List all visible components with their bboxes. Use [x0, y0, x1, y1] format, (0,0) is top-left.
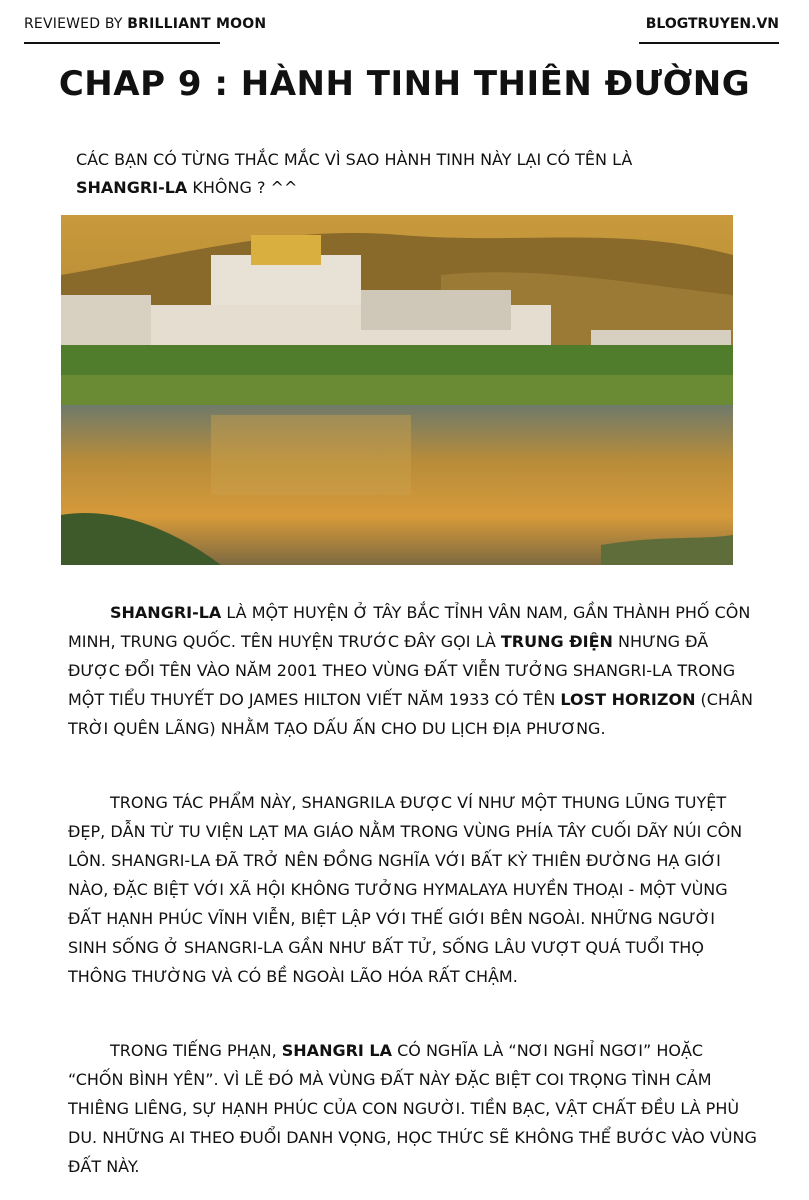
- intro-text: [76, 146, 756, 202]
- p3-bold-shangri-la: SHANGRI LA: [281, 1041, 393, 1060]
- site-credit: [646, 16, 779, 32]
- intro-bold-term: SHANGRI-LA: [76, 178, 188, 197]
- landscape-photo: [61, 215, 733, 565]
- site-underline: [639, 42, 779, 44]
- reviewer-name: BRILLIANT MOON: [127, 16, 267, 32]
- paragraph-2: [68, 788, 758, 991]
- chapter-title: CHAP 9 : HÀNH TINH THIÊN ĐƯỜNG: [58, 64, 751, 104]
- p1-bold-lost-horizon: LOST HORIZON: [560, 690, 696, 709]
- p1-text-3: (CHÂN TRỜI QUÊN LÃNG) NHẰM TẠO DẤU ẤN CHO DU LỊCH ĐỊA PHƯƠNG.: [68, 690, 753, 738]
- reviewed-by-label: REVIEWED BY: [24, 16, 128, 32]
- intro-line-2: KHÔNG ? ^^: [187, 178, 298, 197]
- reviewer-credit: [24, 16, 266, 32]
- site-name: BLOGTRUYEN.VN: [645, 16, 779, 32]
- p1-text-2: NHƯNG ĐÃ ĐƯỢC ĐỔI TÊN VÀO NĂM 2001 THEO VÙNG ĐẤT VIỄN TƯỞNG SHANGRI-LA TRONG MỘT TIỂU THUYẾT DO JAMES HILTON VIẾT NĂM 1933 CÓ TÊN: [68, 632, 736, 709]
- reviewer-underline: [24, 42, 220, 44]
- p1-bold-shangrila: SHANGRI-LA: [110, 603, 222, 622]
- p2-text: TRONG TÁC PHẨM NÀY, SHANGRILA ĐƯỢC VÍ NHƯ MỘT THUNG LŨNG TUYỆT ĐẸP, DẪN TỪ TU VIỆN LẠT MA GIÁO NẰM TRONG VÙNG PHÍA TÂY CUỐI DÃY NÚI CÔN LÔN. SHANGRI-LA ĐÃ TRỞ NÊN ĐỒNG NGHĨA VỚI BẤT KỲ THIÊN ĐƯỜNG HẠ GIỚI NÀO, ĐẶC BIỆT VỚI XÃ HỘI KHÔNG TƯỞNG HYMALAYA HUYỀN THOẠI - MỘT VÙNG ĐẤT HẠNH PHÚC VĨNH VIỄN, BIỆT LẬP VỚI THẾ GIỚI BÊN NGOÀI. NHỮNG NGƯỜI SINH SỐNG Ở SHANGRI-LA GẦN NHƯ BẤT TỬ, SỐNG LÂU VƯỢT QUÁ TUỔI THỌ THÔNG THƯỜNG VÀ CÓ BỀ NGOÀI LÃO HÓA RẤT CHẬM.: [68, 793, 743, 986]
- paragraph-1: [68, 598, 758, 743]
- intro-line-1: CÁC BẠN CÓ TỪNG THẮC MẮC VÌ SAO HÀNH TINH NÀY LẠI CÓ TÊN LÀ: [76, 150, 633, 169]
- p1-text-1: LÀ MỘT HUYỆN Ở TÂY BẮC TỈNH VÂN NAM, GẦN THÀNH PHỐ CÔN MINH, TRUNG QUỐC. TÊN HUYỆN TRƯỚC ĐÂY GỌI LÀ: [68, 603, 751, 651]
- p3-text-2: CÓ NGHĨA LÀ “NƠI NGHỈ NGƠI” HOẶC “CHỐN BÌNH YÊN”. VÌ LẼ ĐÓ MÀ VÙNG ĐẤT NÀY ĐẶC BIỆT COI TRỌNG TÌNH CẢM THIÊNG LIÊNG, SỰ HẠNH PHÚC CỦA CON NGƯỜI. TIỀN BẠC, VẬT CHẤT ĐỀU LÀ PHÙ DU. NHỮNG AI THEO ĐUỔI DANH VỌNG, HỌC THỨC SẼ KHÔNG THỂ BƯỚC VÀO VÙNG ĐẤT NÀY.: [68, 1041, 757, 1176]
- p1-bold-trung-dien: TRUNG ĐIỆN: [500, 632, 613, 651]
- paragraph-3: [68, 1036, 758, 1181]
- landscape-photo-icon: [61, 215, 733, 565]
- p3-text-1: TRONG TIẾNG PHẠN,: [110, 1041, 282, 1060]
